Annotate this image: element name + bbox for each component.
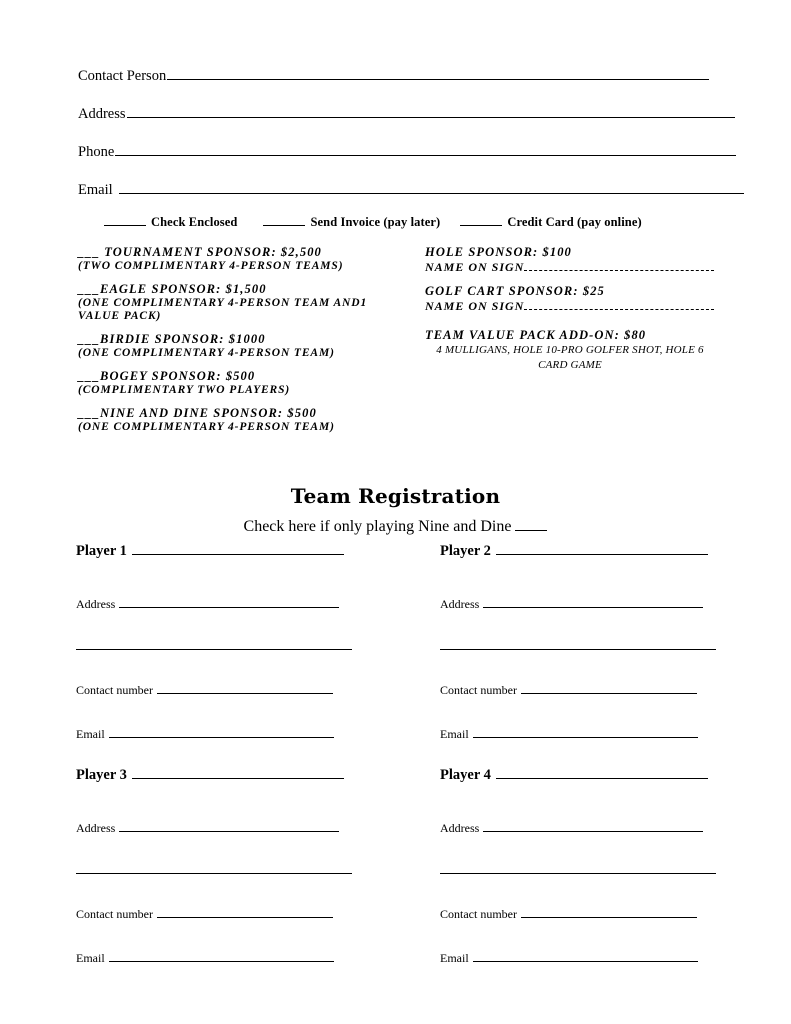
player-3-label: Player 3 bbox=[76, 767, 127, 783]
sponsor-option-bogey[interactable] bbox=[78, 369, 408, 397]
address-label: Address bbox=[78, 106, 126, 122]
team-registration-heading: Team Registration bbox=[290, 484, 501, 508]
tournament-sponsor-detail: (TWO COMPLIMENTARY 4-PERSON TEAMS) bbox=[78, 260, 344, 272]
player-2-address-input[interactable] bbox=[483, 596, 703, 608]
sponsor-option-team-value-pack[interactable] bbox=[425, 328, 745, 373]
player-3-name-input[interactable] bbox=[132, 767, 344, 779]
check-enclosed-label: Check Enclosed bbox=[151, 215, 238, 229]
player-block-3 bbox=[76, 767, 354, 965]
nine-and-dine-sponsor-title: ___NINE AND DINE SPONSOR: $500 bbox=[78, 406, 317, 420]
email-label: Email bbox=[78, 182, 113, 198]
golf-cart-sponsor-name-on-sign-label: NAME ON SIGN bbox=[425, 299, 525, 313]
player-1-label: Player 1 bbox=[76, 543, 127, 559]
player-block-4 bbox=[440, 767, 718, 965]
player-3-address-row bbox=[76, 820, 339, 836]
player-2-address-label: Address bbox=[440, 597, 480, 611]
credit-card-label: Credit Card (pay online) bbox=[507, 215, 642, 229]
player-1-name-row bbox=[76, 543, 354, 565]
player-3-contact-label: Contact number bbox=[76, 907, 153, 921]
player-2-email-label: Email bbox=[440, 727, 469, 741]
player-2-address-row bbox=[440, 596, 703, 612]
team-value-pack-title: TEAM VALUE PACK ADD-ON: $80 bbox=[425, 328, 647, 342]
player-2-contact-row bbox=[440, 682, 697, 698]
send-invoice-checkbox[interactable] bbox=[263, 215, 305, 226]
player-4-email-input[interactable] bbox=[473, 950, 698, 962]
payment-option-send-invoice[interactable] bbox=[263, 215, 440, 230]
player-1-email-label: Email bbox=[76, 727, 105, 741]
player-4-contact-row bbox=[440, 906, 697, 922]
player-4-address-row bbox=[440, 820, 703, 836]
contact-person-label: Contact Person bbox=[78, 68, 167, 84]
player-2-email-row bbox=[440, 726, 698, 742]
sponsor-column-right bbox=[425, 245, 745, 382]
player-block-2 bbox=[440, 543, 718, 741]
eagle-sponsor-title: ___EAGLE SPONSOR: $1,500 bbox=[78, 282, 267, 296]
nine-and-dine-note-label: Check here if only playing Nine and Dine bbox=[243, 518, 512, 535]
player-1-contact-input[interactable] bbox=[157, 682, 333, 694]
phone-input[interactable] bbox=[115, 144, 736, 156]
player-3-address-row-2 bbox=[76, 862, 352, 878]
player-2-address-row-2 bbox=[440, 638, 716, 654]
player-4-address-row-2 bbox=[440, 862, 716, 878]
sponsor-option-tournament[interactable] bbox=[78, 245, 408, 273]
player-4-name-input[interactable] bbox=[496, 767, 708, 779]
player-4-contact-label: Contact number bbox=[440, 907, 517, 921]
player-1-address-input-2[interactable] bbox=[76, 638, 352, 650]
player-2-contact-input[interactable] bbox=[521, 682, 697, 694]
player-2-label: Player 2 bbox=[440, 543, 491, 559]
sponsor-option-nine-and-dine[interactable] bbox=[78, 406, 408, 434]
tournament-sponsor-title: ___ TOURNAMENT SPONSOR: $2,500 bbox=[78, 245, 322, 259]
eagle-sponsor-detail: (ONE COMPLIMENTARY 4-PERSON TEAM AND1 VALUE PACK) bbox=[78, 297, 368, 322]
player-4-address-input[interactable] bbox=[483, 820, 703, 832]
contact-person-input[interactable] bbox=[167, 68, 709, 80]
nine-and-dine-sponsor-detail: (ONE COMPLIMENTARY 4-PERSON TEAM) bbox=[78, 421, 335, 433]
phone-label: Phone bbox=[78, 144, 115, 160]
sponsor-option-birdie[interactable] bbox=[78, 332, 408, 360]
sponsor-option-golf-cart[interactable] bbox=[425, 284, 745, 314]
team-value-pack-detail-line2: CARD GAME bbox=[538, 359, 602, 371]
player-4-address-label: Address bbox=[440, 821, 480, 835]
player-2-email-input[interactable] bbox=[473, 726, 698, 738]
player-3-address-input[interactable] bbox=[119, 820, 339, 832]
player-1-name-input[interactable] bbox=[132, 543, 344, 555]
bogey-sponsor-detail: (COMPLIMENTARY TWO PLAYERS) bbox=[78, 384, 291, 396]
hole-sponsor-name-on-sign-row bbox=[425, 260, 745, 275]
player-3-email-input[interactable] bbox=[109, 950, 334, 962]
contact-person-row bbox=[78, 68, 718, 106]
player-4-contact-input[interactable] bbox=[521, 906, 697, 918]
player-2-name-input[interactable] bbox=[496, 543, 708, 555]
player-2-address-input-2[interactable] bbox=[440, 638, 716, 650]
birdie-sponsor-detail: (ONE COMPLIMENTARY 4-PERSON TEAM) bbox=[78, 347, 335, 359]
player-1-email-row bbox=[76, 726, 334, 742]
payment-option-credit-card[interactable] bbox=[460, 215, 641, 230]
check-enclosed-checkbox[interactable] bbox=[104, 215, 146, 226]
player-3-address-input-2[interactable] bbox=[76, 862, 352, 874]
payment-option-check-enclosed[interactable] bbox=[104, 215, 237, 230]
player-1-address-row-2 bbox=[76, 638, 352, 654]
nine-and-dine-checkbox[interactable] bbox=[515, 519, 547, 531]
hole-sponsor-name-on-sign-label: NAME ON SIGN bbox=[425, 260, 525, 274]
bogey-sponsor-title: ___BOGEY SPONSOR: $500 bbox=[78, 369, 256, 383]
send-invoice-label: Send Invoice (pay later) bbox=[310, 215, 441, 229]
sponsor-option-hole[interactable] bbox=[425, 245, 745, 275]
email-input[interactable] bbox=[119, 182, 744, 194]
golf-cart-sponsor-title: GOLF CART SPONSOR: $25 bbox=[425, 284, 605, 298]
player-1-address-label: Address bbox=[76, 597, 116, 611]
credit-card-checkbox[interactable] bbox=[460, 215, 502, 226]
player-1-contact-row bbox=[76, 682, 333, 698]
player-3-name-row bbox=[76, 767, 354, 789]
team-value-pack-detail-line1: 4 MULLIGANS, HOLE 10-PRO GOLFER SHOT, HOLE 6 bbox=[436, 344, 704, 356]
player-block-1 bbox=[76, 543, 354, 741]
player-4-email-row bbox=[440, 950, 698, 966]
player-1-address-row bbox=[76, 596, 339, 612]
player-2-contact-label: Contact number bbox=[440, 683, 517, 697]
player-2-name-row bbox=[440, 543, 718, 565]
hole-sponsor-title: HOLE SPONSOR: $100 bbox=[425, 245, 572, 259]
sponsor-option-eagle[interactable] bbox=[78, 282, 408, 323]
player-4-label: Player 4 bbox=[440, 767, 491, 783]
player-3-email-label: Email bbox=[76, 951, 105, 965]
player-3-email-row bbox=[76, 950, 334, 966]
contact-information-section bbox=[78, 68, 718, 220]
golf-cart-sponsor-name-on-sign-row bbox=[425, 299, 745, 314]
payment-method-options bbox=[78, 215, 718, 230]
address-row bbox=[78, 106, 718, 144]
player-1-address-input[interactable] bbox=[119, 596, 339, 608]
player-4-email-label: Email bbox=[440, 951, 469, 965]
player-1-contact-label: Contact number bbox=[76, 683, 153, 697]
phone-row bbox=[78, 144, 718, 182]
golf-cart-sponsor-name-input[interactable] bbox=[524, 300, 714, 310]
player-4-name-row bbox=[440, 767, 718, 789]
birdie-sponsor-title: ___BIRDIE SPONSOR: $1000 bbox=[78, 332, 266, 346]
player-3-address-label: Address bbox=[76, 821, 116, 835]
hole-sponsor-name-input[interactable] bbox=[524, 261, 714, 271]
nine-and-dine-checkbox-row bbox=[0, 518, 791, 536]
sponsor-column-left bbox=[78, 245, 408, 443]
player-3-contact-row bbox=[76, 906, 333, 922]
address-input[interactable] bbox=[127, 106, 735, 118]
player-1-email-input[interactable] bbox=[109, 726, 334, 738]
player-3-contact-input[interactable] bbox=[157, 906, 333, 918]
player-4-address-input-2[interactable] bbox=[440, 862, 716, 874]
